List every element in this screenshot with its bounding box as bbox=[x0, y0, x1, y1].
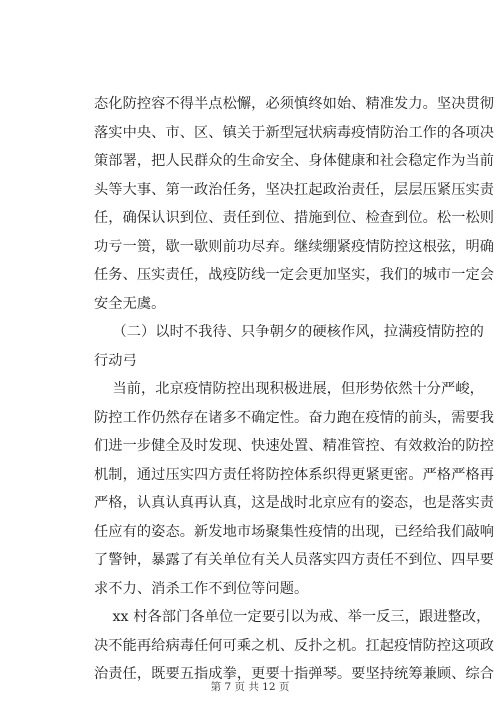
section-heading bbox=[94, 318, 484, 375]
document-body bbox=[94, 90, 495, 689]
text-line: 行动弓 bbox=[94, 352, 137, 369]
text-line: 了警钟，暴露了有关单位有关人员落实四方责任不到位、四早要 bbox=[94, 552, 495, 568]
text-line: 策部署，把人民群众的生命安全、身体健康和社会稳定作为当前 bbox=[94, 153, 495, 169]
text-line: 落实中央、市、区、镇关于新型冠状病毒疫情防治工作的各项决 bbox=[94, 124, 495, 141]
text-line: 防控工作仍然存在诸多不确定性。奋力跑在疫情的前头，需要我 bbox=[94, 409, 495, 426]
paragraph-3 bbox=[94, 603, 495, 689]
paragraph-2 bbox=[94, 375, 495, 603]
text-line: （二）以时不我待、只争朝夕的硬核作风，拉满疫情防控的 bbox=[94, 324, 484, 340]
paragraph-1 bbox=[94, 90, 495, 318]
page-number: 第 7 页 共 12 页 bbox=[210, 681, 290, 693]
text-line: 任务、压实责任，战疫防线一定会更加坚实，我们的城市一定会 bbox=[94, 267, 495, 283]
text-line: 安全无虞。 bbox=[94, 295, 166, 312]
text-line: 严格，认真认真再认真，这是战时北京应有的姿态，也是落实责 bbox=[94, 495, 495, 511]
text-line: 任应有的姿态。新发地市场聚集性疫情的出现，已经给我们敲响 bbox=[94, 523, 495, 540]
text-line: xx 村各部门各单位一定要引以为戒、举一反三，跟进整改， bbox=[94, 609, 491, 625]
text-line: 头等大事、第一政治任务，坚决扛起政治责任，层层压紧压实责 bbox=[94, 181, 495, 198]
text-line: 机制，通过压实四方责任将防控体系织得更紧更密。严格严格再 bbox=[94, 466, 495, 483]
text-line: 任，确保认识到位、责任到位、措施到位、检查到位。松一松则 bbox=[94, 210, 495, 226]
text-line: 们进一步健全及时发现、快速处置、精准管控、有效救治的防控 bbox=[94, 438, 495, 454]
text-line: 功亏一篑，歇一歇则前功尽弃。继续绷紧疫情防控这根弦，明确 bbox=[94, 238, 495, 255]
text-line: 决不能再给病毒任何可乘之机、反扑之机。扛起疫情防控这项政 bbox=[94, 637, 495, 654]
text-line: 治责任，既要五指成拳，更要十指弹琴。要坚持统筹兼顾、综合 bbox=[94, 666, 495, 682]
text-line: 当前，北京疫情防控出现积极进展，但形势依然十分严峻， bbox=[94, 381, 484, 397]
text-line: 态化防控容不得半点松懈，必须慎终如始、精准发力。坚决贯彻 bbox=[94, 96, 495, 112]
text-line: 求不力、消杀工作不到位等问题。 bbox=[94, 580, 309, 597]
